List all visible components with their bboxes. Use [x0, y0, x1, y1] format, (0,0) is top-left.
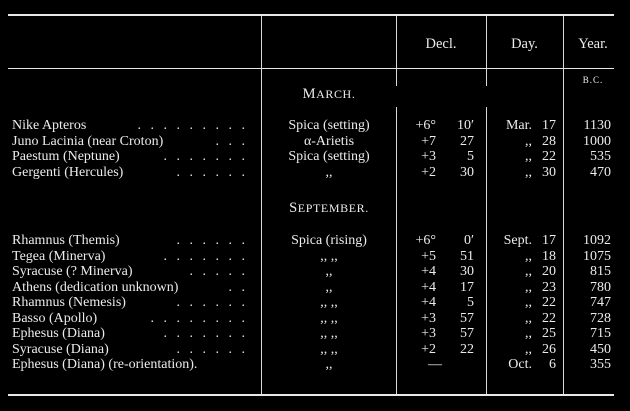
- star-name: ,, ,,: [320, 295, 338, 310]
- star-name: Spica (rising): [291, 233, 367, 248]
- place-name: Gergenti (Hercules): [12, 165, 124, 180]
- year-value: 355: [590, 357, 611, 372]
- day-month: ,,: [525, 295, 532, 310]
- decl-degrees: +6°: [415, 118, 436, 133]
- table-top-rule: [8, 14, 614, 16]
- decl-degrees: +3: [421, 149, 436, 164]
- year-value: 815: [590, 264, 611, 279]
- star-name: ,, ,,: [320, 342, 338, 357]
- day-number: 30: [542, 165, 556, 180]
- day-number: 22: [542, 295, 556, 310]
- leader-dots: . . . . . .: [176, 165, 248, 180]
- decl-degrees: +4: [421, 295, 436, 310]
- decl-minutes: 57: [460, 311, 474, 326]
- header-rule: [8, 68, 614, 69]
- place-name: Ephesus (Diana): [12, 326, 105, 341]
- decl-degrees: +2: [421, 165, 436, 180]
- year-value: 1000: [583, 134, 611, 149]
- day-month: ,,: [525, 326, 532, 341]
- place-name: Athens (dedication unknown): [12, 280, 179, 295]
- col-divider-decl-lower: [486, 107, 487, 394]
- year-value: 780: [590, 280, 611, 295]
- decl-minutes: 0′: [463, 233, 474, 248]
- year-value: 1130: [583, 118, 611, 133]
- year-value: 747: [590, 295, 611, 310]
- decl-degrees: +6°: [415, 233, 436, 248]
- year-value: 715: [590, 326, 611, 341]
- day-month: ,,: [525, 280, 532, 295]
- day-month: ,,: [525, 149, 532, 164]
- leader-dots: . . . . . .: [176, 342, 248, 357]
- star-name: Spica (setting): [288, 118, 370, 133]
- star-name: ,, ,,: [320, 326, 338, 341]
- day-month: ,,: [525, 249, 532, 264]
- header-day: Day.: [511, 36, 538, 52]
- section-title: SEPTEMBER.: [289, 200, 369, 216]
- day-month: ,,: [525, 311, 532, 326]
- decl-degrees: +3: [421, 326, 436, 341]
- place-name: Rhamnus (Nemesis): [12, 295, 126, 310]
- decl-minutes: 30: [460, 165, 474, 180]
- year-value: 535: [590, 149, 611, 164]
- leader-dots: . . . . . .: [176, 295, 248, 310]
- day-number: 26: [542, 342, 556, 357]
- place-name: Nike Apteros: [12, 118, 87, 133]
- place-name: Rhamnus (Themis): [12, 233, 120, 248]
- day-number: 18: [542, 249, 556, 264]
- year-value: 450: [590, 342, 611, 357]
- table-bottom-rule: [8, 394, 614, 396]
- day-number: 20: [542, 264, 556, 279]
- star-name: ,, ,,: [320, 249, 338, 264]
- place-name: Basso (Apollo): [12, 311, 98, 326]
- decl-minutes: 10′: [456, 118, 474, 133]
- leader-dots: . . . . . . . . .: [137, 118, 248, 133]
- decl-degrees: +4: [421, 264, 436, 279]
- decl-minutes: 57: [460, 326, 474, 341]
- star-name: ,,: [325, 357, 333, 372]
- header-year-unit: B.C.: [582, 75, 604, 85]
- header-year: Year.: [578, 36, 608, 52]
- year-value: 1092: [583, 233, 611, 248]
- star-name: ,, ,,: [320, 311, 338, 326]
- place-name: Syracuse (Diana): [12, 342, 109, 357]
- day-number: 17: [542, 233, 556, 248]
- day-number: 22: [542, 149, 556, 164]
- day-month: ,,: [525, 264, 532, 279]
- decl-degrees: +5: [421, 249, 436, 264]
- decl-degrees: +4: [421, 280, 436, 295]
- decl-minutes: 5: [467, 149, 474, 164]
- day-month: ,,: [525, 134, 532, 149]
- decl-degrees: +2: [421, 342, 436, 357]
- place-name: Paestum (Neptune): [12, 149, 120, 164]
- place-name: Juno Lacinia (near Croton): [12, 134, 164, 149]
- year-value: 1075: [583, 249, 611, 264]
- decl-minutes: 5: [467, 295, 474, 310]
- decl-minutes: 51: [460, 249, 474, 264]
- year-value: 470: [590, 165, 611, 180]
- day-month: Mar.: [505, 118, 532, 133]
- star-name: ,,: [325, 264, 333, 279]
- day-number: 23: [542, 280, 556, 295]
- place-name: Tegea (Minerva): [12, 249, 106, 264]
- header-decl: Decl.: [425, 36, 457, 52]
- leader-dots: . . . . . .: [176, 233, 248, 248]
- decl-degrees: +3: [421, 311, 436, 326]
- day-number: 17: [542, 118, 556, 133]
- place-name: Syracuse (? Minerva): [12, 264, 133, 279]
- star-name: α-Arietis: [303, 134, 355, 149]
- day-number: 25: [542, 326, 556, 341]
- decl-degrees: —: [428, 357, 442, 372]
- leader-dots: . . . . . . .: [163, 326, 248, 341]
- year-value: 728: [590, 311, 611, 326]
- leader-dots: . . .: [215, 134, 248, 149]
- leader-dots: . . . . . . .: [163, 149, 248, 164]
- place-name: Ephesus (Diana) (re-orientation).: [12, 357, 198, 372]
- leader-dots: . . . . .: [189, 264, 248, 279]
- day-number: 6: [549, 357, 556, 372]
- day-number: 22: [542, 311, 556, 326]
- day-month: Sept.: [503, 233, 532, 248]
- section-title: MARCH.: [302, 86, 356, 102]
- star-name: ,,: [325, 280, 333, 295]
- day-number: 28: [542, 134, 556, 149]
- leader-dots: . . . . . . .: [163, 249, 248, 264]
- star-name: Spica (setting): [288, 149, 370, 164]
- star-name: ,,: [325, 165, 333, 180]
- leader-dots: . . . . . . . .: [150, 311, 248, 326]
- decl-minutes: 30: [460, 264, 474, 279]
- decl-minutes: 22: [460, 342, 474, 357]
- day-month: ,,: [525, 165, 532, 180]
- decl-minutes: 17: [460, 280, 474, 295]
- decl-minutes: 27: [460, 134, 474, 149]
- leader-dots: . .: [228, 280, 248, 295]
- day-month: Oct.: [508, 357, 532, 372]
- decl-degrees: +7: [421, 134, 436, 149]
- day-month: ,,: [525, 342, 532, 357]
